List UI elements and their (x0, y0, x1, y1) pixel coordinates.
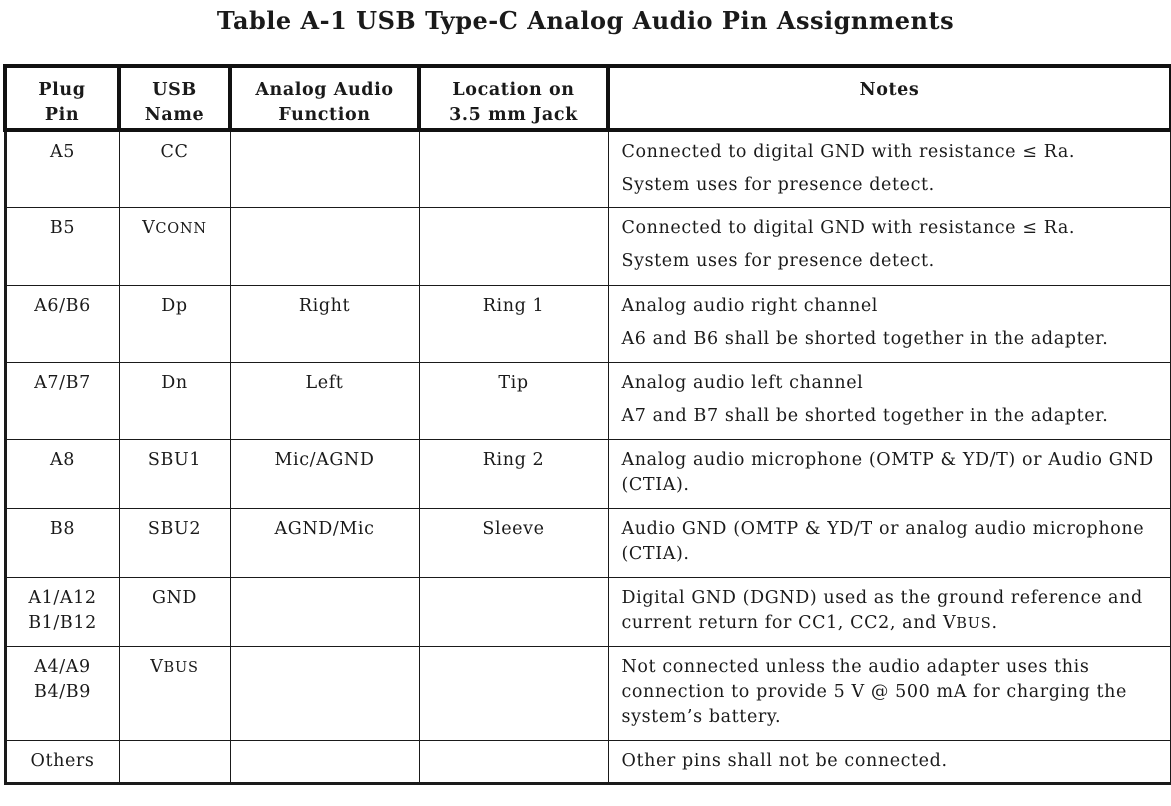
header-analog-function (230, 66, 419, 130)
table-row (5, 439, 1171, 508)
plug-pin-cell (5, 577, 119, 646)
note-line: Audio GND (OMTP & YD/T or analog audio microphone (CTIA). (621, 518, 1145, 564)
function-cell (230, 577, 419, 646)
note-line: Analog audio right channel (621, 295, 878, 316)
plug-pin-cell (5, 646, 119, 740)
usb-name: CC (160, 142, 189, 162)
header-notes: Notes (608, 66, 1171, 130)
note-line: System uses for presence detect. (621, 250, 935, 271)
usb-name: V (142, 217, 156, 238)
note-line: Connected to digital GND with resistance ≤ Ra. (621, 142, 1076, 162)
pin-assignment-table (3, 64, 1171, 785)
function-cell (230, 207, 419, 285)
header-usb-name (119, 66, 230, 130)
usb-name: V (150, 656, 164, 677)
table-row (5, 207, 1171, 285)
function-cell (230, 646, 419, 740)
location-cell (419, 740, 608, 783)
header-line: Function (278, 105, 371, 125)
location-cell (419, 646, 608, 740)
note-smallcaps: BUS (956, 615, 992, 632)
location-cell (419, 207, 608, 285)
usb-name-smallcaps: CONN (155, 220, 207, 237)
plug-pin: A7/B7 (34, 372, 91, 393)
plug-pin: A6/B6 (34, 295, 91, 316)
header-line: 3.5 mm Jack (449, 105, 578, 125)
notes-cell (608, 439, 1171, 508)
note-line: A6 and B6 shall be shorted together in the adapter. (621, 328, 1109, 349)
usb-name-smallcaps: BUS (163, 659, 199, 676)
location-cell (419, 130, 608, 207)
function-cell: Mic/AGND (230, 439, 419, 508)
usb-name-cell (119, 577, 230, 646)
plug-pin-cell (5, 285, 119, 362)
note-text: Digital GND (DGND) used as the ground reference and current return for CC1, CC2, and V (621, 587, 1143, 633)
usb-name: GND (151, 587, 198, 608)
note-line: Not connected unless the audio adapter uses this connection to provide 5 V @ 500 mA for charging the system’s battery. (621, 656, 1128, 727)
plug-pin: B1/B12 (28, 612, 97, 633)
notes-cell (608, 362, 1171, 439)
location-cell: Tip (419, 362, 608, 439)
note-line: Connected to digital GND with resistance ≤ Ra. (621, 217, 1076, 238)
function-cell: AGND/Mic (230, 508, 419, 577)
plug-pin: A4/A9 (34, 656, 91, 677)
table-row (5, 646, 1171, 740)
header-line: Analog Audio (255, 80, 394, 100)
plug-pin: B4/B9 (34, 681, 91, 702)
usb-name-cell (119, 646, 230, 740)
note-line: Other pins shall not be connected. (621, 750, 948, 771)
header-jack-location (419, 66, 608, 130)
notes-cell (608, 130, 1171, 207)
function-cell: Left (230, 362, 419, 439)
usb-name-cell (119, 508, 230, 577)
header-row (5, 66, 1171, 130)
note-line: A7 and B7 shall be shorted together in the adapter. (621, 405, 1109, 426)
plug-pin: A1/A12 (28, 587, 97, 608)
notes-cell (608, 646, 1171, 740)
notes-cell (608, 207, 1171, 285)
function-cell (230, 130, 419, 207)
table-row (5, 362, 1171, 439)
header-line: USB (152, 80, 197, 100)
plug-pin: B5 (49, 217, 76, 238)
header-line: Name (144, 105, 205, 125)
plug-pin: Others (30, 750, 95, 771)
location-cell: Sleeve (419, 508, 608, 577)
usb-name-cell (119, 740, 230, 783)
notes-cell (608, 285, 1171, 362)
plug-pin-cell (5, 130, 119, 207)
table-title: Table A-1 USB Type-C Analog Audio Pin Assignments (216, 6, 955, 35)
usb-name: SBU1 (147, 449, 202, 470)
header-line: Pin (44, 105, 80, 125)
note-text: . (991, 612, 998, 633)
table-row (5, 285, 1171, 362)
usb-name: SBU2 (147, 518, 202, 539)
header-line: Plug (38, 80, 86, 100)
usb-name-cell (119, 130, 230, 207)
notes-cell (608, 740, 1171, 783)
plug-pin: B8 (49, 518, 76, 539)
usb-name-cell (119, 362, 230, 439)
note-line: Analog audio left channel (621, 372, 864, 393)
usb-name-cell (119, 439, 230, 508)
location-cell: Ring 1 (419, 285, 608, 362)
table-row (5, 130, 1171, 207)
plug-pin-cell (5, 439, 119, 508)
notes-cell (608, 508, 1171, 577)
usb-name: Dp (161, 295, 188, 316)
plug-pin-cell (5, 207, 119, 285)
usb-name: Dn (161, 372, 188, 393)
note-line: System uses for presence detect. (621, 175, 935, 195)
table-row (5, 508, 1171, 577)
table-row (5, 740, 1171, 783)
notes-cell (608, 577, 1171, 646)
note-line: Analog audio microphone (OMTP & YD/T) or Audio GND (CTIA). (621, 449, 1154, 495)
plug-pin-cell (5, 362, 119, 439)
function-cell (230, 740, 419, 783)
plug-pin-cell (5, 508, 119, 577)
location-cell (419, 577, 608, 646)
usb-name-cell (119, 207, 230, 285)
header-line: Location on (452, 80, 575, 100)
usb-name-cell (119, 285, 230, 362)
plug-pin: A5 (50, 142, 75, 162)
function-cell: Right (230, 285, 419, 362)
location-cell: Ring 2 (419, 439, 608, 508)
plug-pin-cell (5, 740, 119, 783)
table-row (5, 577, 1171, 646)
header-plug-pin (5, 66, 119, 130)
plug-pin: A8 (50, 449, 75, 470)
